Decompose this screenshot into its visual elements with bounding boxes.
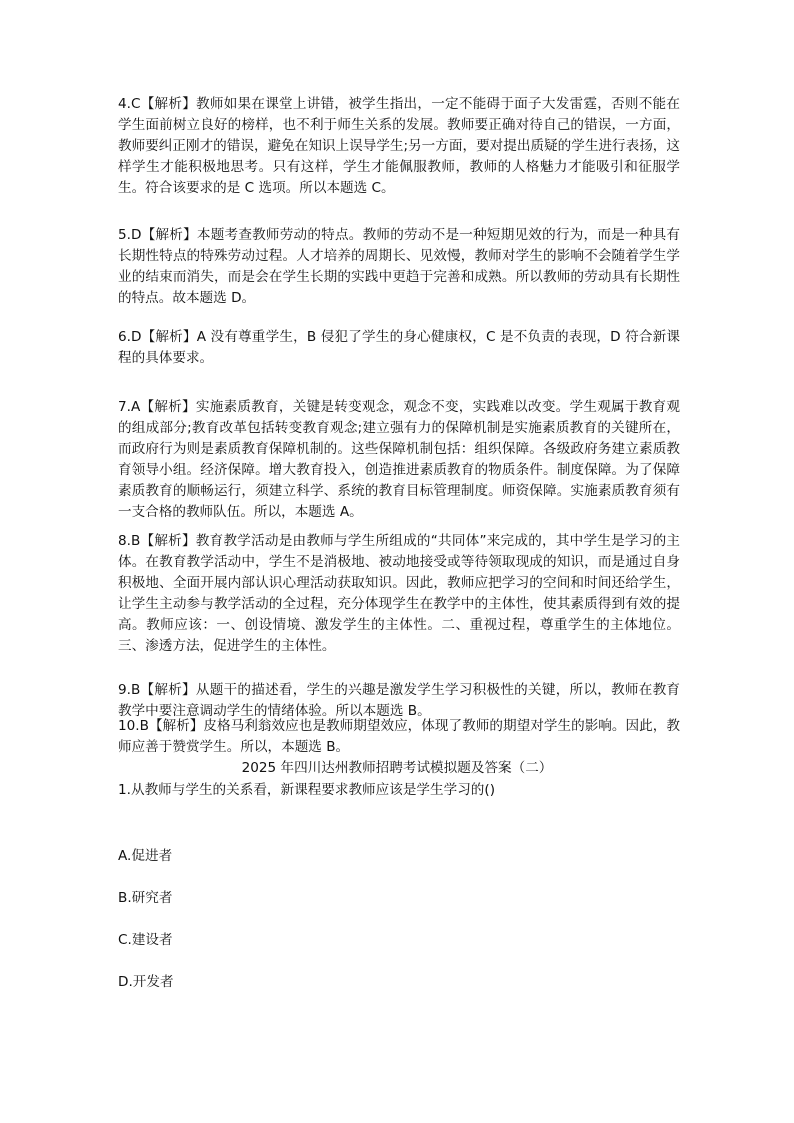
question-stem: 1.从教师与学生的关系看，新课程要求教师应该是学生学习的() [118, 782, 496, 798]
option-b: B.研究者 [118, 890, 173, 906]
answer-6-explanation: 6.D【解析】A 没有尊重学生，B 侵犯了学生的身心健康权，C 是不负责的表现，D 符合新课程的具体要求。 [118, 329, 680, 366]
answer-4-explanation: 4.C【解析】教师如果在课堂上讲错，被学生指出，一定不能碍于面子大发雷霆，否则不能在学生面前树立良好的榜样，也不利于师生关系的发展。教师要正确对待自己的错误，一方面，教师要纠正刚才的错误，避免在知识上误导学生;另一方面，要对提出质疑的学生进行表扬，这样学生才能积极地思考。只有这样，学生才能佩服教师，教师的人格魅力才能吸引和征服学生。符合该要求的是 C 选项。所以本题选 C。 [118, 96, 680, 196]
answer-8-explanation: 8.B【解析】教育教学活动是由教师与学生所组成的“共同体”来完成的，其中学生是学习的主体。在教育教学活动中，学生不是消极地、被动地接受或等待领取现成的知识，而是通过自身积极地、全面开展内部认识心理活动获取知识。因此，教师应把学习的空间和时间还给学生，让学生主动参与教学活动的全过程，充分体现学生在教学中的主体性，使其素质得到有效的提高。教师应该：一、创设情境、激发学生的主体性。二、重视过程，尊重学生的主体地位。三、渗透方法，促进学生的主体性。 [118, 533, 680, 654]
answer-5-explanation: 5.D【解析】本题考查教师劳动的特点。教师的劳动不是一种短期见效的行为，而是一种具有长期性特点的特殊劳动过程。人才培养的周期长、见效慢，教师对学生的影响不会随着学生学业的结束而消失，而是会在学生长期的实践中更趋于完善和成熟。所以教师的劳动具有长期性的特点。故本题选 D。 [118, 227, 680, 306]
section-title: 2025 年四川达州教师招聘考试模拟题及答案（二） [241, 760, 553, 776]
option-d: D.开发者 [118, 974, 174, 990]
option-a: A.促进者 [118, 848, 173, 864]
answer-7-explanation: 7.A【解析】实施素质教育，关键是转变观念，观念不变，实践难以改变。学生观属于教育观的组成部分;教育改革包括转变教育观念;建立强有力的保障机制是实施素质教育的关键所在，而政府行为则是素质教育保障机制的。这些保障机制包括：组织保障。各级政府务建立素质教育领导小组。经济保障。增大教育投入，创造推进素质教育的物质条件。制度保障。为了保障素质教育的顺畅运行，须建立科学、系统的教育目标管理制度。师资保障。实施素质教育须有一支合格的教师队伍。所以，本题选 A。 [118, 399, 680, 520]
answer-9-explanation: 9.B【解析】从题干的描述看，学生的兴趣是激发学生学习积极性的关键，所以，教师在教育教学中要注意调动学生的情绪体验。所以本题选 B。 [118, 682, 680, 719]
answer-10-explanation: 10.B【解析】皮格马利翁效应也是教师期望效应，体现了教师的期望对学生的影响。因此，教师应善于赞赏学生。所以，本题选 B。 [118, 718, 680, 755]
option-c: C.建设者 [118, 932, 173, 948]
